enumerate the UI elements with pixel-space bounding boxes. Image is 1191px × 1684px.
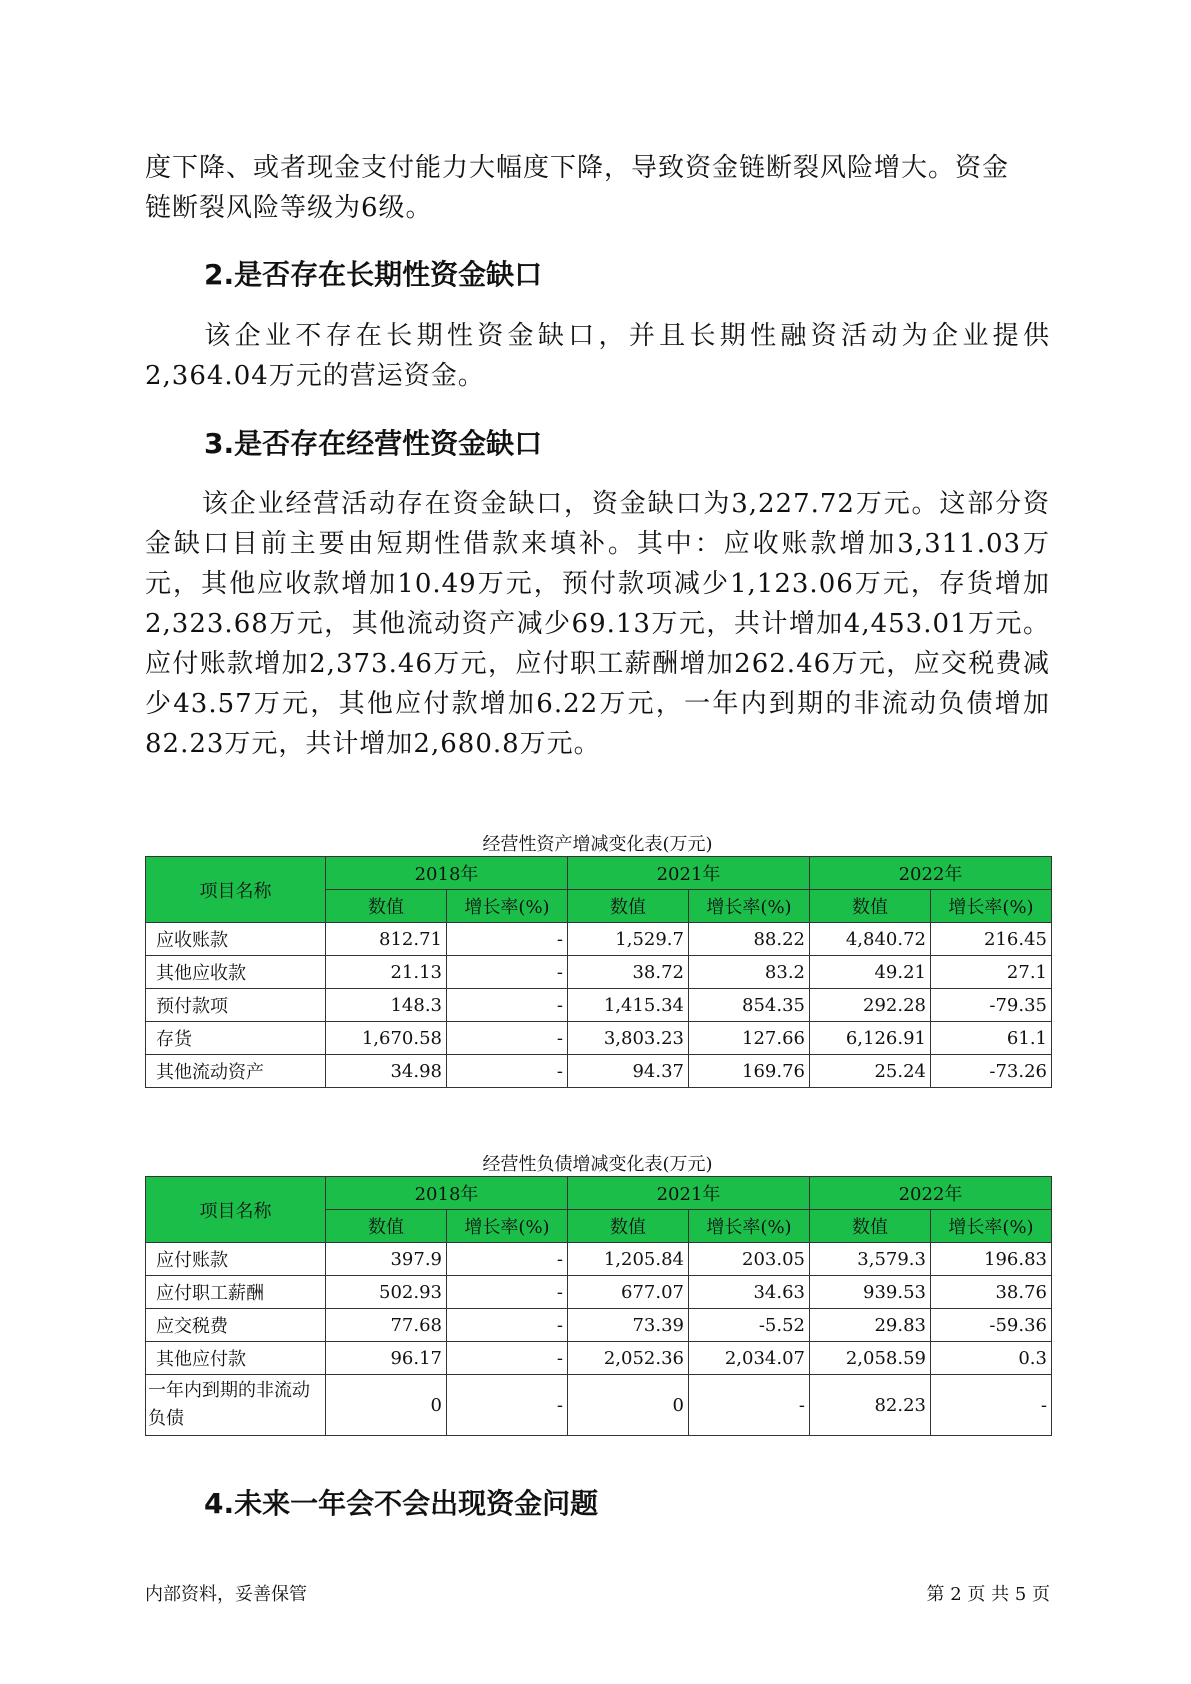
cell-value: 939.53 — [810, 1276, 931, 1309]
row-label: 应交税费 — [146, 1309, 326, 1342]
column-header-growth: 增长率(%) — [931, 890, 1052, 923]
column-header-year: 2022年 — [810, 857, 1052, 890]
row-label: 其他应付款 — [146, 1342, 326, 1375]
cell-growth: 127.66 — [689, 1022, 810, 1055]
cell-value: 292.28 — [810, 989, 931, 1022]
row-label: 预付款项 — [146, 989, 326, 1022]
cell-value: 148.3 — [326, 989, 447, 1022]
row-label: 存货 — [146, 1022, 326, 1055]
table-row — [146, 1309, 1052, 1342]
cell-growth: 0.3 — [931, 1342, 1052, 1375]
cell-growth: 203.05 — [689, 1243, 810, 1276]
footer-page-number: 第 2 页 共 5 页 — [926, 1584, 1050, 1605]
row-label: 其他应收款 — [146, 956, 326, 989]
table-row — [146, 989, 1052, 1022]
column-header-year: 2018年 — [326, 857, 568, 890]
table-caption-assets: 经营性资产增减变化表(万元) — [482, 834, 713, 855]
cell-growth: 854.35 — [689, 989, 810, 1022]
cell-growth: - — [447, 1375, 568, 1436]
cell-value: 25.24 — [810, 1055, 931, 1088]
cell-value: 1,670.58 — [326, 1022, 447, 1055]
cell-value: 21.13 — [326, 956, 447, 989]
table-row — [146, 1055, 1052, 1088]
cell-value: 29.83 — [810, 1309, 931, 1342]
cell-value: 6,126.91 — [810, 1022, 931, 1055]
column-header-growth: 增长率(%) — [447, 1210, 568, 1243]
cell-growth: - — [689, 1375, 810, 1436]
cell-value: 2,052.36 — [568, 1342, 689, 1375]
column-header-value: 数值 — [810, 1210, 931, 1243]
cell-value: 94.37 — [568, 1055, 689, 1088]
cell-growth: -5.52 — [689, 1309, 810, 1342]
table-row — [146, 923, 1052, 956]
column-header-growth: 增长率(%) — [447, 890, 568, 923]
cell-growth: - — [447, 1022, 568, 1055]
cell-value: 3,803.23 — [568, 1022, 689, 1055]
column-header-value: 数值 — [568, 890, 689, 923]
footer-confidential-note: 内部资料，妥善保管 — [145, 1584, 307, 1605]
column-header-growth: 增长率(%) — [689, 890, 810, 923]
column-header-item: 项目名称 — [146, 1177, 326, 1243]
cell-value: 812.71 — [326, 923, 447, 956]
table-row — [146, 1276, 1052, 1309]
heading-long-term-gap: 2.是否存在长期性资金缺口 — [204, 258, 543, 291]
heading-operating-gap: 3.是否存在经营性资金缺口 — [204, 427, 543, 460]
table-row — [146, 1243, 1052, 1276]
column-header-item: 项目名称 — [146, 857, 326, 923]
cell-growth: - — [447, 1055, 568, 1088]
paragraph-long-term-gap — [145, 316, 1050, 396]
cell-value: 34.98 — [326, 1055, 447, 1088]
cell-growth: - — [447, 1276, 568, 1309]
cell-value: 1,205.84 — [568, 1243, 689, 1276]
heading-next-year-funding: 4.未来一年会不会出现资金问题 — [204, 1487, 599, 1520]
table-row — [146, 1375, 1052, 1436]
column-header-year: 2021年 — [568, 1177, 810, 1210]
row-label: 其他流动资产 — [146, 1055, 326, 1088]
column-header-value: 数值 — [326, 890, 447, 923]
cell-growth: -59.36 — [931, 1309, 1052, 1342]
cell-value: 502.93 — [326, 1276, 447, 1309]
cell-growth: - — [447, 1243, 568, 1276]
cell-value: 73.39 — [568, 1309, 689, 1342]
column-header-value: 数值 — [810, 890, 931, 923]
row-label: 应付账款 — [146, 1243, 326, 1276]
cell-value: 82.23 — [810, 1375, 931, 1436]
table-caption-liabilities: 经营性负债增减变化表(万元) — [482, 1154, 713, 1175]
paragraph-line: 度下降、或者现金支付能力大幅度下降，导致资金链断裂风险增大。资金 — [145, 153, 1010, 183]
cell-growth: 88.22 — [689, 923, 810, 956]
paragraph-funding-risk — [145, 148, 1050, 228]
cell-value: 77.68 — [326, 1309, 447, 1342]
cell-growth: 34.63 — [689, 1276, 810, 1309]
paragraph-text: 该企业不存在长期性资金缺口，并且长期性融资活动为企业提供2,364.04万元的营运资金。 — [145, 321, 1050, 391]
table-row — [146, 956, 1052, 989]
cell-value: 49.21 — [810, 956, 931, 989]
table-operating-assets — [145, 856, 1052, 1088]
cell-growth: - — [931, 1375, 1052, 1436]
table-operating-liabilities — [145, 1176, 1052, 1436]
column-header-value: 数值 — [568, 1210, 689, 1243]
cell-growth: - — [447, 923, 568, 956]
cell-value: 2,058.59 — [810, 1342, 931, 1375]
cell-growth: 83.2 — [689, 956, 810, 989]
column-header-growth: 增长率(%) — [689, 1210, 810, 1243]
cell-value: 38.72 — [568, 956, 689, 989]
row-label: 应付职工薪酬 — [146, 1276, 326, 1309]
cell-growth: 169.76 — [689, 1055, 810, 1088]
row-label: 一年内到期的非流动负债 — [146, 1375, 326, 1436]
cell-value: 4,840.72 — [810, 923, 931, 956]
cell-growth: 38.76 — [931, 1276, 1052, 1309]
column-header-year: 2021年 — [568, 857, 810, 890]
cell-growth: 2,034.07 — [689, 1342, 810, 1375]
cell-value: 0 — [326, 1375, 447, 1436]
cell-value: 3,579.3 — [810, 1243, 931, 1276]
cell-value: 677.07 — [568, 1276, 689, 1309]
column-header-value: 数值 — [326, 1210, 447, 1243]
cell-growth: -73.26 — [931, 1055, 1052, 1088]
paragraph-line: 链断裂风险等级为6级。 — [145, 193, 433, 223]
cell-value: 0 — [568, 1375, 689, 1436]
cell-value: 1,529.7 — [568, 923, 689, 956]
column-header-year: 2022年 — [810, 1177, 1052, 1210]
cell-growth: - — [447, 1309, 568, 1342]
cell-growth: 27.1 — [931, 956, 1052, 989]
cell-value: 397.9 — [326, 1243, 447, 1276]
cell-growth: - — [447, 956, 568, 989]
paragraph-operating-gap — [145, 484, 1050, 764]
cell-growth: 61.1 — [931, 1022, 1052, 1055]
cell-value: 1,415.34 — [568, 989, 689, 1022]
cell-growth: - — [447, 1342, 568, 1375]
cell-value: 96.17 — [326, 1342, 447, 1375]
cell-growth: 216.45 — [931, 923, 1052, 956]
cell-growth: 196.83 — [931, 1243, 1052, 1276]
column-header-growth: 增长率(%) — [931, 1210, 1052, 1243]
column-header-year: 2018年 — [326, 1177, 568, 1210]
paragraph-text: 该企业经营活动存在资金缺口，资金缺口为3,227.72万元。这部分资金缺口目前主要由短期性借款来填补。其中：应收账款增加3,311.03万元，其他应收款增加10.49万元，预付款项减少1,123.06万元，存货增加2,323.68万元，其他流动资产减少69.13万元，共计增加4,453.01万元。应付账款增加2,373.46万元，应付职工薪酬增加262.46万元，应交税费减少43.57万元，其他应付款增加6.22万元，一年内到期的非流动负债增加82.23万元，共计增加2,680.8万元。 — [145, 489, 1050, 759]
cell-growth: -79.35 — [931, 989, 1052, 1022]
table-row — [146, 1022, 1052, 1055]
cell-growth: - — [447, 989, 568, 1022]
row-label: 应收账款 — [146, 923, 326, 956]
table-row — [146, 1342, 1052, 1375]
